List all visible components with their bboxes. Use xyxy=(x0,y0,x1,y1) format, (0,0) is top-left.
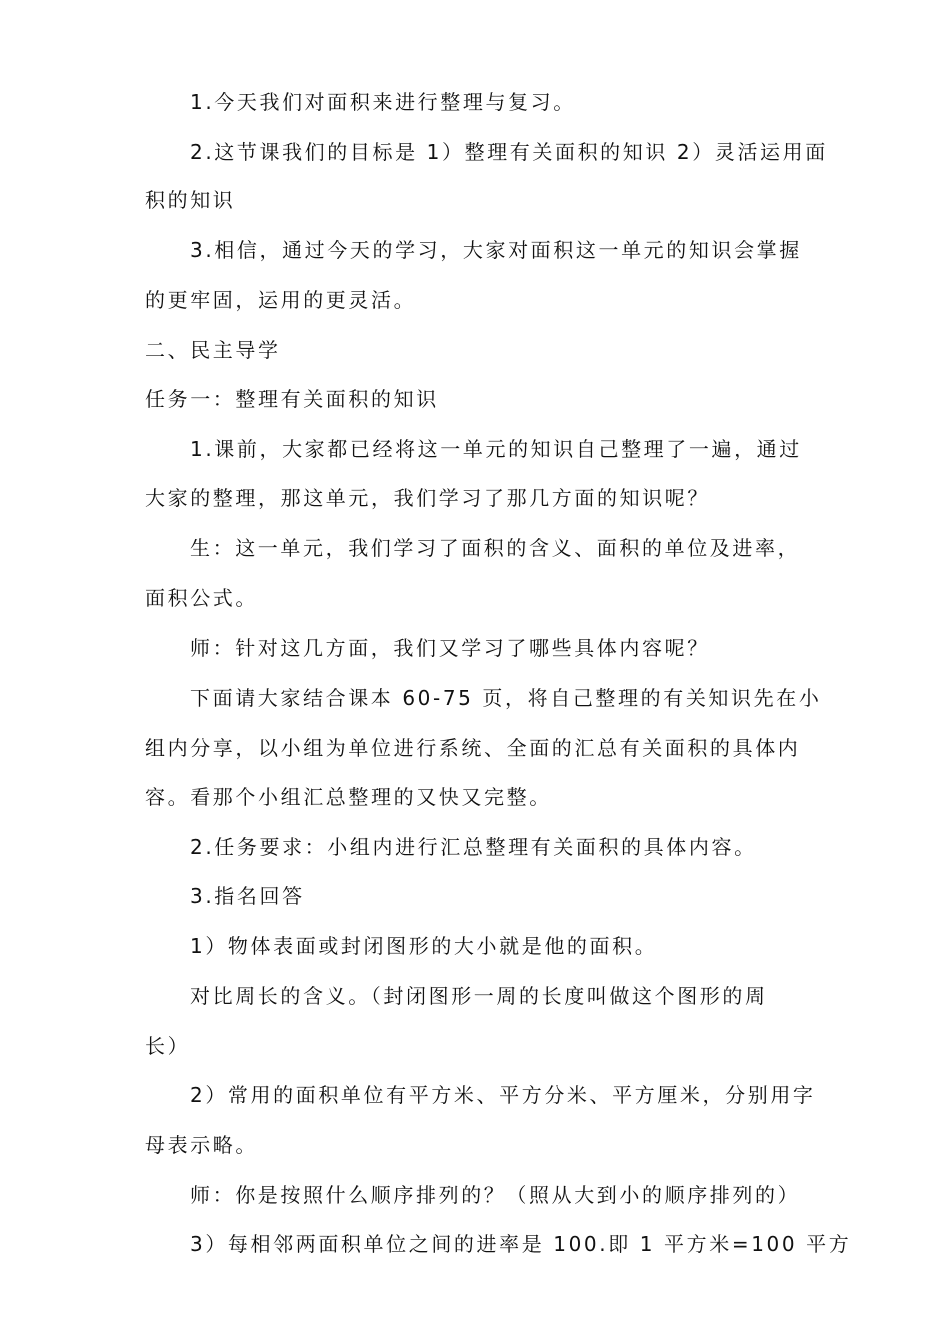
paragraph-line: 2.这节课我们的目标是 1）整理有关面积的知识 2）灵活运用面 xyxy=(190,140,828,164)
paragraph-line: 1）物体表面或封闭图形的大小就是他的面积。 xyxy=(190,934,658,958)
paragraph-line: 下面请大家结合课本 60-75 页，将自己整理的有关知识先在小 xyxy=(190,686,822,710)
paragraph-line: 积的知识 xyxy=(145,188,236,212)
paragraph-line: 师：针对这几方面，我们又学习了哪些具体内容呢？ xyxy=(190,636,710,660)
paragraph-line: 容。看那个小组汇总整理的又快又完整。 xyxy=(145,785,552,809)
section-heading: 二、民主导学 xyxy=(145,338,281,362)
paragraph-line: 师：你是按照什么顺序排列的？（照从大到小的顺序排列的） xyxy=(190,1183,801,1207)
paragraph-line: 3.相信，通过今天的学习，大家对面积这一单元的知识会掌握 xyxy=(190,238,802,262)
paragraph-line: 2.任务要求：小组内进行汇总整理有关面积的具体内容。 xyxy=(190,835,757,859)
paragraph-line: 生：这一单元，我们学习了面积的含义、面积的单位及进率， xyxy=(190,536,801,560)
paragraph-line: 3.指名回答 xyxy=(190,884,305,908)
paragraph-line: 大家的整理，那这单元，我们学习了那几方面的知识呢？ xyxy=(145,486,710,510)
paragraph-line: 2）常用的面积单位有平方米、平方分米、平方厘米，分别用字 xyxy=(190,1083,816,1107)
paragraph-line: 组内分享，以小组为单位进行系统、全面的汇总有关面积的具体内 xyxy=(145,736,801,760)
paragraph-line: 3）每相邻两面积单位之间的进率是 100.即 1 平方米=100 平方 xyxy=(190,1232,852,1256)
paragraph-line: 面积公式。 xyxy=(145,586,258,610)
task-heading: 任务一：整理有关面积的知识 xyxy=(145,387,439,411)
paragraph-line: 的更牢固，运用的更灵活。 xyxy=(145,288,417,312)
paragraph-line: 1.今天我们对面积来进行整理与复习。 xyxy=(190,90,576,114)
paragraph-line: 长） xyxy=(145,1034,191,1058)
paragraph-line: 1.课前，大家都已经将这一单元的知识自己整理了一遍，通过 xyxy=(190,437,802,461)
paragraph-line: 母表示略。 xyxy=(145,1133,258,1157)
paragraph-line: 对比周长的含义。（封闭图形一周的长度叫做这个图形的周 xyxy=(190,984,768,1008)
